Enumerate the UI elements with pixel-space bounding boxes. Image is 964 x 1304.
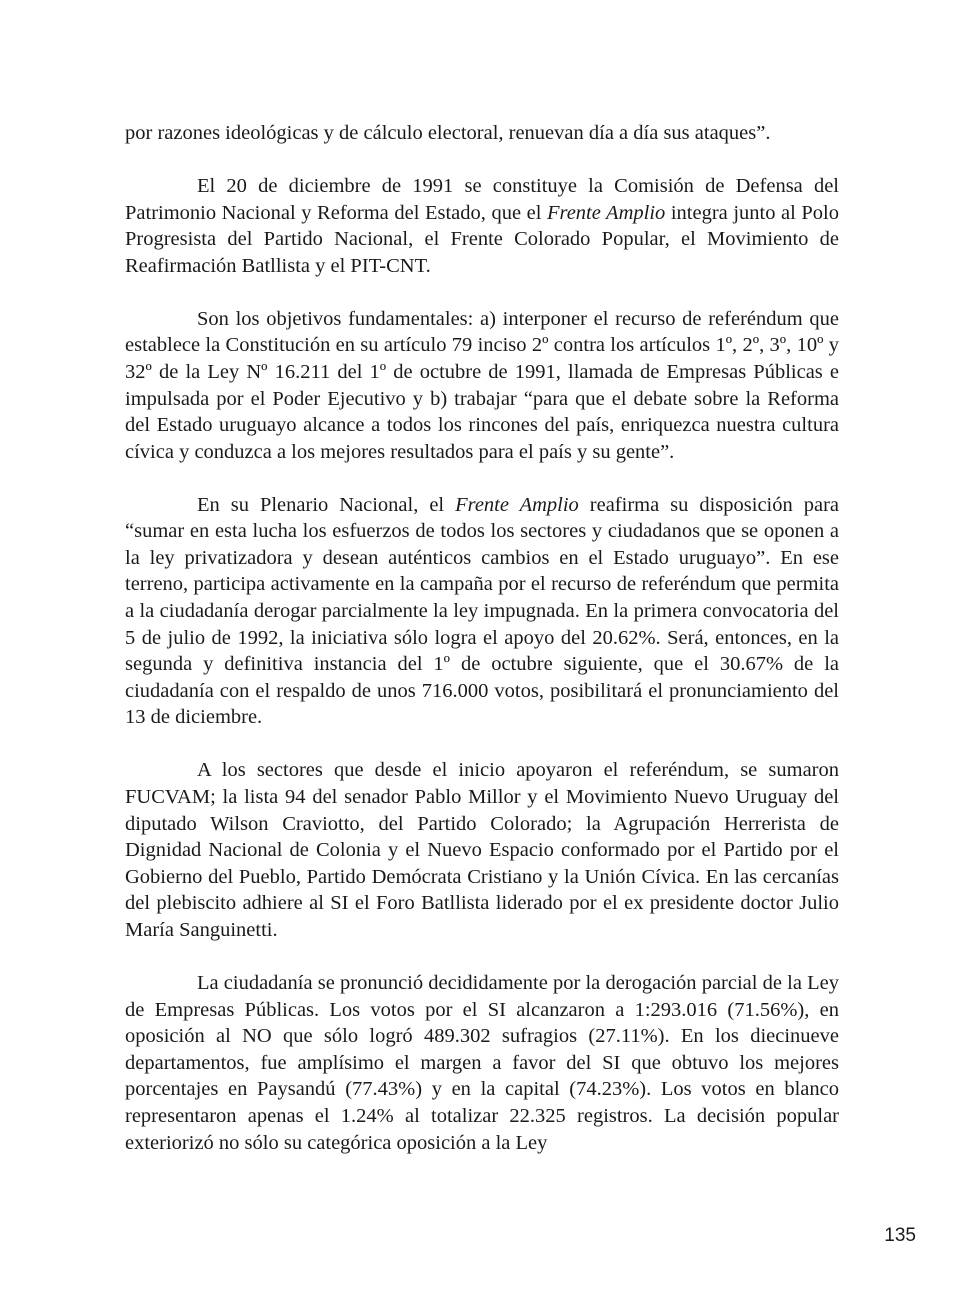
paragraph-1 bbox=[125, 120, 839, 147]
paragraph-6 bbox=[125, 970, 839, 1156]
paragraph-4 bbox=[125, 492, 839, 731]
paragraph-5 bbox=[125, 757, 839, 943]
italic-text-segment: Frente Amplio bbox=[455, 493, 579, 516]
paragraph-2 bbox=[125, 173, 839, 279]
text-segment: La ciudadanía se pronunció decididamente por la derogación parcial de la Ley de Empresas Públicas. Los votos por el SI alcanzaron a 1:293.016 (71.56%), en oposición al NO que sólo logró 489.302 sufragios (27.11%). En los diecinueve departamentos, fue amplísimo el margen a favor del SI que obtuvo los mejores porcentajes en Paysandú (77.43%) y en la capital (74.23%). Los votos en blanco representaron apenas el 1.24% al totalizar 22.325 registros. La decisión popular exteriorizó no sólo su categórica oposición a la Ley bbox=[125, 971, 839, 1154]
text-segment: El 20 de diciembre de 1991 se constituye la Comisión de Defensa del Patrimonio Nacional y Reforma del Estado, que el bbox=[125, 174, 839, 224]
document-body bbox=[125, 120, 839, 1183]
paragraph-3 bbox=[125, 306, 839, 466]
italic-text-segment: Frente Amplio bbox=[546, 201, 666, 224]
text-segment: por razones ideológicas y de cálculo electoral, renuevan día a día sus ataques”. bbox=[125, 122, 771, 144]
text-segment: En su Plenario Nacional, el bbox=[197, 493, 456, 516]
page-number: 135 bbox=[884, 1225, 916, 1246]
text-segment: Son los objetivos fundamentales: a) interponer el recurso de referéndum que establece la Constitución en su artículo 79 inciso 2º contra los artículos 1º, 2º, 3º, 10º y 32º de la Ley Nº 16.211 del 1º de octubre de 1991, llamada de Empresas Públicas e impulsada por el Poder Ejecutivo y b) trabajar “para que el debate sobre la Reforma del Estado uruguayo alcance a todos los rincones del país, enriquezca nuestra cultura cívica y conduzca a los mejores resultados para el país y su gente”. bbox=[125, 307, 839, 463]
text-segment: A los sectores que desde el inicio apoyaron el referéndum, se sumaron FUCVAM; la lista 94 del senador Pablo Millor y el Movimiento Nuevo Uruguay del diputado Wilson Craviotto, del Partido Colorado; la Agrupación Herrerista de Dignidad Nacional de Colonia y el Nuevo Espacio conformado por el Partido por el Gobierno del Pueblo, Partido Demócrata Cristiano y la Unión Cívica. En las cercanías del plebiscito adhiere al SI el Foro Batllista liderado por el ex presidente doctor Julio María Sanguinetti. bbox=[125, 759, 839, 941]
text-segment: reafirma su disposición para “sumar en esta lucha los esfuerzos de todos los sectores y ciudadanos que se oponen a la ley privatizadora y desean auténticos cambios en el Estado uruguayo”. En ese terreno, participa activamente en la campaña por el recurso de referéndum que permita a la ciudadanía derogar parcialmente la ley impugnada. En la primera convocatoria del 5 de julio de 1992, la iniciativa sólo logra el apoyo del 20.62%. Será, entonces, en la segunda y definitiva instancia del 1º de octubre siguiente, que el 30.67% de la ciudadanía con el respaldo de unos 716.000 votos, posibilitará el pronunciamiento del 13 de diciembre. bbox=[125, 493, 839, 729]
text-segment: integra junto al Polo Progresista del Partido Nacional, el Frente Colorado Popular, el Movimiento de Reafirmación Batllista y el PIT-CNT. bbox=[125, 201, 839, 277]
